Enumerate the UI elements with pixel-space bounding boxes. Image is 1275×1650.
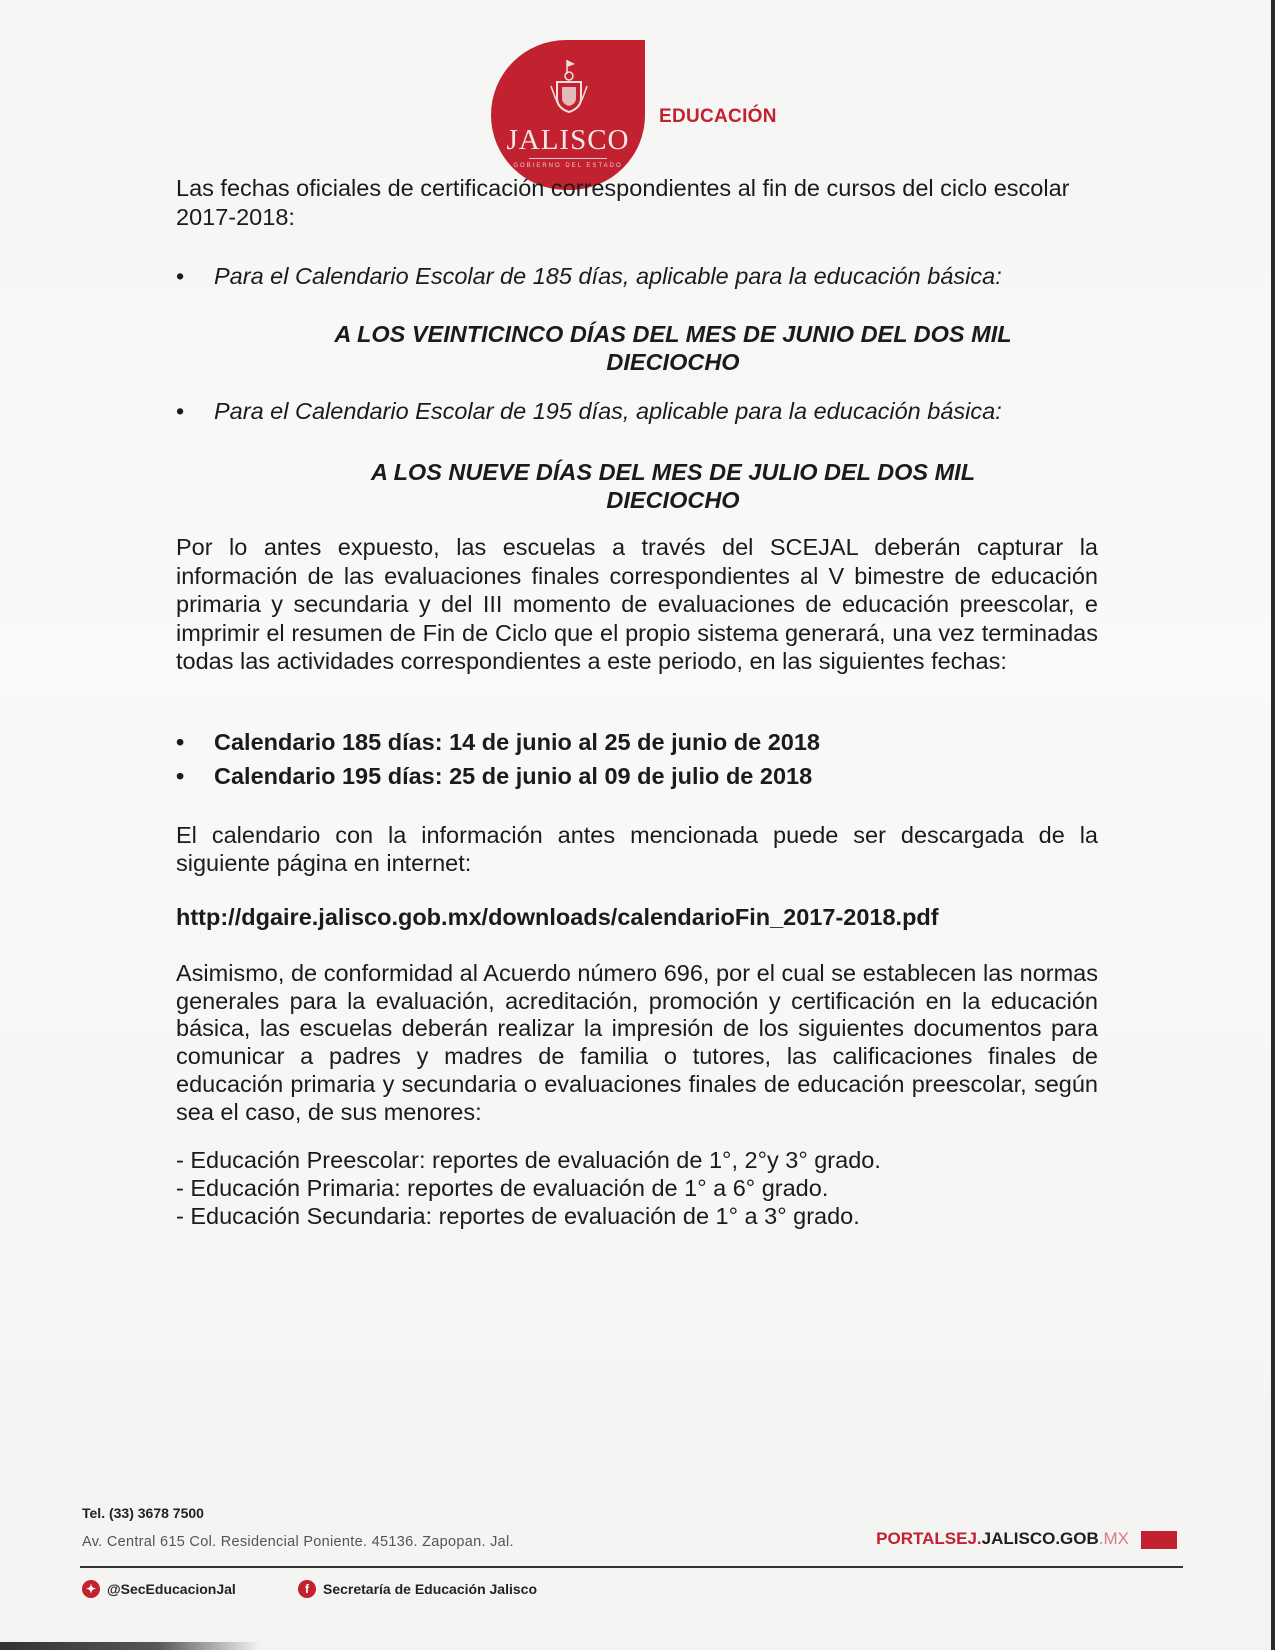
intro-paragraph: Las fechas oficiales de certificación correspondientes al fin de cursos del ciclo escolar 2017-2018: — [176, 175, 1070, 230]
bullet-dot: • — [176, 729, 185, 755]
bullet-dates-185 — [176, 728, 820, 757]
date-heading-line: A LOS NUEVE DÍAS DEL MES DE JULIO DEL DOS MIL — [370, 459, 976, 485]
footer-phone: Tel. (33) 3678 7500 — [82, 1505, 204, 1521]
coat-of-arms-icon — [549, 58, 589, 118]
download-link[interactable]: http://dgaire.jalisco.gob.mx/downloads/calendarioFin_2017-2018.pdf — [176, 904, 939, 930]
portal-text-red: PORTALSEJ. — [876, 1529, 982, 1548]
logo-divider — [529, 158, 607, 159]
capture-paragraph: Por lo antes expuesto, las escuelas a través del SCEJAL deberán capturar la información de las evaluaciones finales correspondientes al V bimestre de educación primaria y secundaria y del III momento de evaluaciones de educación preescolar, e imprimir el resumen de Fin de Ciclo que el propio sistema generará, una vez terminadas todas las actividades correspondientes a este periodo, en las siguientes fechas: — [176, 534, 1098, 674]
jalisco-logo — [491, 40, 645, 190]
twitter-label: @SecEducacionJal — [107, 1581, 236, 1597]
bullet-text: Calendario 185 días: 14 de junio al 25 de junio de 2018 — [214, 729, 820, 755]
portal-text-light: .MX — [1098, 1529, 1129, 1548]
bullet-calendar-185 — [176, 262, 1002, 291]
scan-edge-bottom — [0, 1642, 260, 1650]
date-heading-line: DIECIOCHO — [606, 349, 740, 375]
download-paragraph: El calendario con la información antes mencionada puede ser descargada de la siguiente página en internet: — [176, 822, 1098, 876]
bullet-dates-195 — [176, 762, 812, 791]
date-heading-195 — [313, 458, 1033, 514]
facebook-label: Secretaría de Educación Jalisco — [323, 1581, 537, 1597]
bullet-dot: • — [176, 763, 185, 789]
twitter-icon: ✦ — [82, 1580, 100, 1598]
logo-wordmark: JALISCO — [506, 124, 630, 156]
bullet-text: Para el Calendario Escolar de 195 días, aplicable para la educación básica: — [214, 398, 1002, 424]
portal-accent-block — [1141, 1531, 1177, 1549]
logo-subtitle: GOBIERNO DEL ESTADO — [513, 163, 623, 169]
bullet-text: Calendario 195 días: 25 de junio al 09 de julio de 2018 — [214, 763, 813, 789]
list-item: - Educación Preescolar: reportes de evaluación de 1°, 2°y 3° grado. — [176, 1147, 881, 1173]
bullet-dot: • — [176, 263, 185, 289]
date-heading-line: A LOS VEINTICINCO DÍAS DEL MES DE JUNIO DEL DOS MIL — [334, 321, 1012, 347]
footer-divider — [80, 1566, 1183, 1568]
scan-edge-right — [1271, 0, 1275, 1650]
portal-text-dark: JALISCO.GOB — [981, 1529, 1099, 1548]
bullet-calendar-195 — [176, 397, 1002, 426]
department-label: EDUCACIÓN — [659, 106, 777, 127]
bullet-text: Para el Calendario Escolar de 185 días, aplicable para la educación básica: — [214, 263, 1002, 289]
facebook-icon: f — [298, 1580, 316, 1598]
date-heading-185 — [313, 320, 1033, 376]
report-list — [176, 1146, 881, 1230]
footer-address: Av. Central 615 Col. Residencial Poniente. 45136. Zapopan. Jal. — [82, 1534, 514, 1550]
bullet-dot: • — [176, 398, 185, 424]
date-heading-line: DIECIOCHO — [606, 487, 740, 513]
twitter-handle[interactable] — [82, 1580, 236, 1598]
agreement-paragraph: Asimismo, de conformidad al Acuerdo número 696, por el cual se establecen las normas generales para la evaluación, acreditación, promoción y certificación en la educación básica, las escuelas deberán realizar la impresión de los siguientes documentos para comunicar a padres y madres de familia o tutores, las calificaciones finales de educación primaria y secundaria o evaluaciones finales de educación preescolar, según sea el caso, de sus menores: — [176, 960, 1098, 1125]
list-item: - Educación Primaria: reportes de evaluación de 1° a 6° grado. — [176, 1175, 829, 1201]
facebook-page[interactable] — [298, 1580, 537, 1598]
portal-link[interactable] — [876, 1529, 1129, 1549]
list-item: - Educación Secundaria: reportes de evaluación de 1° a 3° grado. — [176, 1203, 860, 1229]
